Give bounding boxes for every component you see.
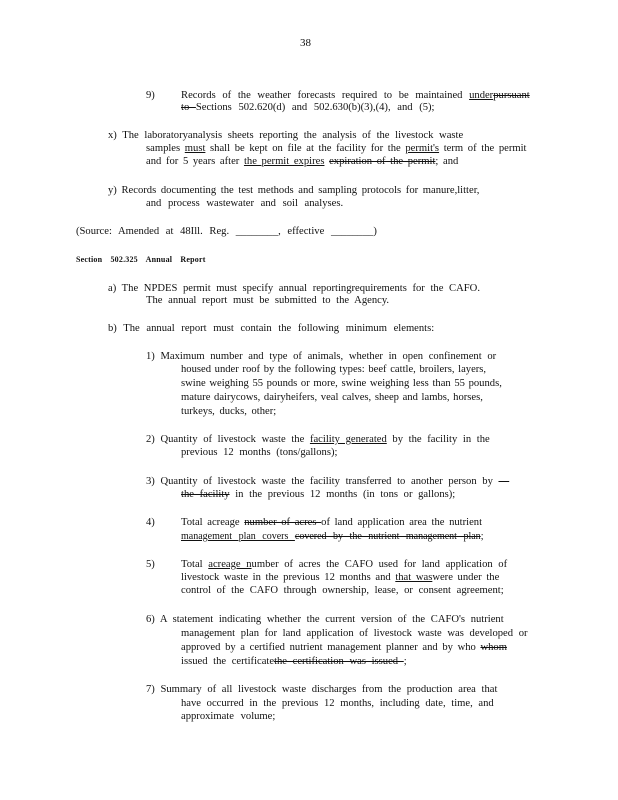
element-1-line-2: housed under roof by the following types: beef cattle, broilers, layers, [181, 364, 487, 375]
element-1-line-3: swine weighing 55 pounds or more, swine weighing less than 55 pounds, [181, 378, 502, 389]
element-6-line-3: approved by a certified nutrient management planner and by who whom [181, 642, 507, 653]
element-1-line-5: turkeys, ducks, other; [181, 406, 277, 417]
item-9-line-2: to Sections 502.620(d) and 502.630(b)(3),(4), and (5); [181, 102, 435, 113]
element-1-line-1: 1) Maximum number and type of animals, whether in open confinement or [146, 351, 497, 362]
element-5-line-2: livestock waste in the previous 12 months and that waswere under the [181, 572, 500, 583]
element-3-line-2: the facility in the previous 12 months (in tons or gallons); [181, 489, 456, 500]
element-4-line-2: management plan covers covered by the nutrient management plan; [181, 531, 484, 542]
element-5-number: 5) [146, 559, 155, 570]
item-y-line-2: and process wastewater and soil analyses. [146, 198, 344, 209]
element-6-line-1: 6) A statement indicating whether the current version of the CAFO's nutrient [146, 614, 504, 625]
item-b-line-1: b) The annual report must contain the following minimum elements: [108, 323, 435, 334]
element-5-line-1: Total acreage number of acres the CAFO used for land application of [181, 559, 508, 570]
item-a-line-2: The annual report must be submitted to the Agency. [146, 295, 390, 306]
element-4-number: 4) [146, 517, 155, 528]
element-7-line-1: 7) Summary of all livestock waste discharges from the production area that [146, 684, 498, 695]
element-6-line-4: issued the certificatethe certification was issued ; [181, 656, 407, 667]
element-2-line-1: 2) Quantity of livestock waste the facility generated by the facility in the [146, 434, 490, 445]
section-heading: Section 502.325 Annual Report [76, 255, 206, 264]
source-note: (Source: Amended at 48Ill. Reg. ________, effective ________) [76, 226, 377, 237]
page-number: 38 [300, 37, 311, 49]
item-x-line-3: and for 5 years after the permit expires expiration of the permit; and [146, 156, 459, 167]
element-4-line-1: Total acreage number of acres of land application area the nutrient [181, 517, 483, 528]
element-7-line-2: have occurred in the previous 12 months, including date, time, and [181, 698, 494, 709]
item-9-number: 9) [146, 90, 155, 101]
element-3-line-1: 3) Quantity of livestock waste the facility transferred to another person by — [146, 476, 510, 487]
element-1-line-4: mature dairycows, dairyheifers, veal calves, sheep and lambs, horses, [181, 392, 483, 403]
element-7-line-3: approximate volume; [181, 711, 276, 722]
item-a-line-1: a) The NPDES permit must specify annual reportingrequirements for the CAFO. [108, 283, 480, 294]
element-2-line-2: previous 12 months (tons/gallons); [181, 447, 338, 458]
item-y-line-1: y) Records documenting the test methods and sampling protocols for manure,litter, [108, 185, 480, 196]
item-9-line-1: Records of the weather forecasts required to be maintained underpursuant [181, 90, 530, 101]
element-5-line-3: control of the CAFO through ownership, lease, or consent agreement; [181, 585, 504, 596]
element-6-line-2: management plan for land application of livestock waste was developed or [181, 628, 528, 639]
item-x-line-2: samples must shall be kept on file at the facility for the permit's term of the permit [146, 143, 527, 154]
item-x-line-1: x) The laboratoryanalysis sheets reporting the analysis of the livestock waste [108, 130, 464, 141]
